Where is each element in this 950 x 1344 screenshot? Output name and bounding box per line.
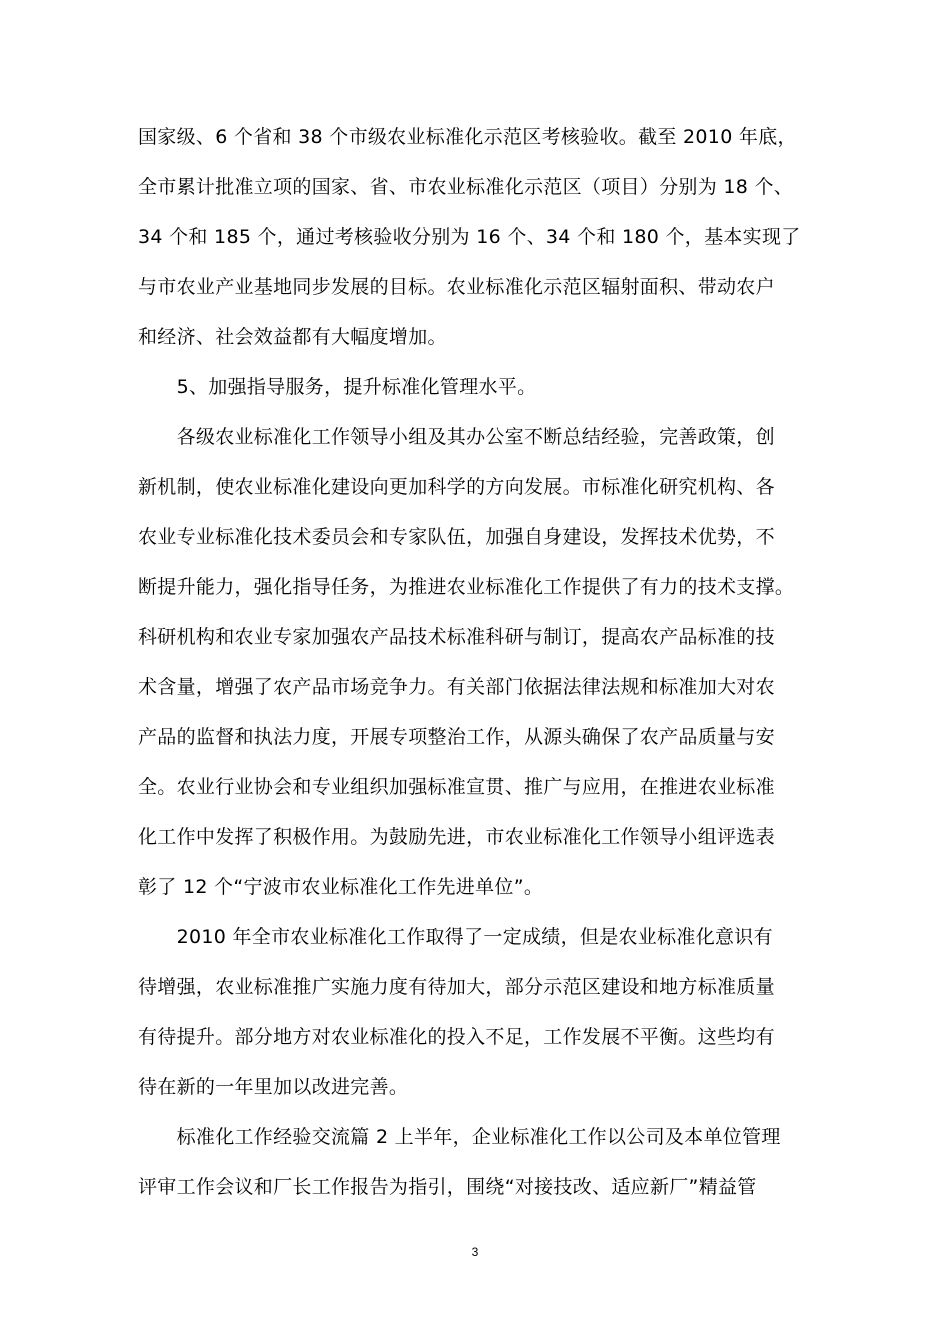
section-heading: 5、加强指导服务，提升标准化管理水平。: [138, 376, 537, 398]
text-line: 2010 年全市农业标准化工作取得了一定成绩，但是农业标准化意识有: [138, 926, 773, 948]
text-line: 标准化工作经验交流篇 2 上半年，企业标准化工作以公司及本单位管理: [138, 1126, 781, 1148]
text-line: 农业专业标准化技术委员会和专家队伍，加强自身建设，发挥技术优势，不: [138, 526, 775, 548]
text-line: 新机制，使农业标准化建设向更加科学的方向发展。市标准化研究机构、各: [138, 476, 775, 498]
text-line: 待在新的一年里加以改进完善。: [138, 1076, 409, 1098]
text-line: 各级农业标准化工作领导小组及其办公室不断总结经验，完善政策，创: [138, 426, 775, 448]
text-line: 待增强，农业标准推广实施力度有待加大，部分示范区建设和地方标准质量: [138, 976, 775, 998]
text-line: 全市累计批准立项的国家、省、市农业标准化示范区（项目）分别为 18 个、: [138, 176, 794, 198]
text-line: 科研机构和农业专家加强农产品技术标准科研与制订，提高农产品标准的技: [138, 626, 775, 648]
text-line: 全。农业行业协会和专业组织加强标准宣贯、推广与应用，在推进农业标准: [138, 776, 775, 798]
text-line: 和经济、社会效益都有大幅度增加。: [138, 326, 447, 348]
text-line: 有待提升。部分地方对农业标准化的投入不足，工作发展不平衡。这些均有: [138, 1026, 775, 1048]
text-line: 术含量，增强了农产品市场竞争力。有关部门依据法律法规和标准加大对农: [138, 676, 775, 698]
page-number: 3: [471, 1245, 479, 1259]
text-line: 断提升能力，强化指导任务，为推进农业标准化工作提供了有力的技术支撑。: [138, 576, 795, 598]
text-line: 国家级、6 个省和 38 个市级农业标准化示范区考核验收。截至 2010 年底，: [138, 126, 797, 148]
document-body: [138, 112, 818, 1212]
text-line: 化工作中发挥了积极作用。为鼓励先进，市农业标准化工作领导小组评选表: [138, 826, 775, 848]
text-line: 评审工作会议和厂长工作报告为指引，围绕“对接技改、适应新厂”精益管: [138, 1176, 757, 1198]
text-line: 34 个和 185 个，通过考核验收分别为 16 个、34 个和 180 个，基本实现了: [138, 226, 801, 248]
text-line: 与市农业产业基地同步发展的目标。农业标准化示范区辐射面积、带动农户: [138, 276, 775, 298]
text-line: 产品的监督和执法力度，开展专项整治工作，从源头确保了农产品质量与安: [138, 726, 775, 748]
text-line: 彰了 12 个“宁波市农业标准化工作先进单位”。: [138, 876, 544, 898]
